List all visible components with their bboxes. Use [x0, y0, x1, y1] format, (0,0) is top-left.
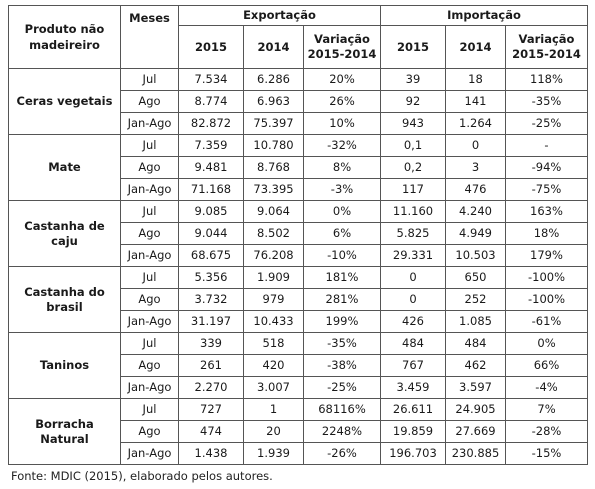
value-cell-expvar: 0% [304, 201, 381, 223]
value-cell-imp2014: 252 [446, 289, 506, 311]
value-cell-expvar: -38% [304, 355, 381, 377]
value-cell-exp2014: 20 [244, 421, 304, 443]
value-cell-exp2014: 10.433 [244, 311, 304, 333]
value-cell-impvar: -28% [506, 421, 588, 443]
value-cell-exp2015: 82.872 [179, 113, 244, 135]
value-cell-imp2015: 3.459 [381, 377, 446, 399]
value-cell-exp2014: 1.909 [244, 267, 304, 289]
value-cell-expvar: 68116% [304, 399, 381, 421]
value-cell-exp2014: 9.064 [244, 201, 304, 223]
month-cell: Jul [121, 333, 179, 355]
value-cell-imp2014: 10.503 [446, 245, 506, 267]
header-import-group: Importação [381, 6, 588, 26]
value-cell-imp2015: 19.859 [381, 421, 446, 443]
header-export-2014: 2014 [244, 26, 304, 69]
value-cell-expvar: -10% [304, 245, 381, 267]
value-cell-imp2014: 462 [446, 355, 506, 377]
value-cell-imp2014: 27.669 [446, 421, 506, 443]
value-cell-exp2015: 7.359 [179, 135, 244, 157]
value-cell-exp2015: 9.044 [179, 223, 244, 245]
value-cell-exp2015: 7.534 [179, 69, 244, 91]
value-cell-exp2014: 1.939 [244, 443, 304, 465]
value-cell-impvar: -4% [506, 377, 588, 399]
value-cell-impvar: 66% [506, 355, 588, 377]
value-cell-expvar: -3% [304, 179, 381, 201]
value-cell-impvar: -35% [506, 91, 588, 113]
product-name-cell: Taninos [9, 333, 121, 399]
value-cell-imp2014: 650 [446, 267, 506, 289]
value-cell-impvar: 18% [506, 223, 588, 245]
month-cell: Jul [121, 135, 179, 157]
value-cell-exp2015: 727 [179, 399, 244, 421]
value-cell-exp2014: 6.286 [244, 69, 304, 91]
value-cell-imp2014: 484 [446, 333, 506, 355]
value-cell-imp2014: 4.949 [446, 223, 506, 245]
value-cell-exp2015: 68.675 [179, 245, 244, 267]
product-name-cell: Ceras vegetais [9, 69, 121, 135]
product-name-cell: Castanha do brasil [9, 267, 121, 333]
value-cell-imp2014: 3.597 [446, 377, 506, 399]
month-cell: Jul [121, 69, 179, 91]
value-cell-imp2015: 11.160 [381, 201, 446, 223]
value-cell-expvar: -32% [304, 135, 381, 157]
header-export-variation: Variação 2015-2014 [304, 26, 381, 69]
table-row [9, 333, 588, 355]
header-row-groups [9, 6, 588, 26]
value-cell-imp2015: 39 [381, 69, 446, 91]
month-cell: Ago [121, 355, 179, 377]
value-cell-exp2014: 75.397 [244, 113, 304, 135]
value-cell-expvar: -25% [304, 377, 381, 399]
value-cell-expvar: -26% [304, 443, 381, 465]
value-cell-exp2014: 10.780 [244, 135, 304, 157]
value-cell-imp2015: 767 [381, 355, 446, 377]
product-name-cell: Borracha Natural [9, 399, 121, 465]
month-cell: Ago [121, 157, 179, 179]
value-cell-imp2014: 476 [446, 179, 506, 201]
value-cell-imp2015: 943 [381, 113, 446, 135]
value-cell-expvar: 199% [304, 311, 381, 333]
table-body [9, 69, 588, 465]
value-cell-imp2015: 196.703 [381, 443, 446, 465]
table-row [9, 201, 588, 223]
month-cell: Jul [121, 267, 179, 289]
value-cell-exp2014: 979 [244, 289, 304, 311]
value-cell-imp2015: 29.331 [381, 245, 446, 267]
value-cell-exp2015: 3.732 [179, 289, 244, 311]
value-cell-exp2015: 71.168 [179, 179, 244, 201]
header-month: Meses [121, 6, 179, 69]
value-cell-impvar: 163% [506, 201, 588, 223]
value-cell-impvar: -25% [506, 113, 588, 135]
value-cell-imp2014: 18 [446, 69, 506, 91]
value-cell-exp2014: 3.007 [244, 377, 304, 399]
month-cell: Jan-Ago [121, 245, 179, 267]
value-cell-imp2014: 0 [446, 135, 506, 157]
value-cell-impvar: 0% [506, 333, 588, 355]
value-cell-expvar: 2248% [304, 421, 381, 443]
value-cell-exp2015: 9.481 [179, 157, 244, 179]
value-cell-imp2014: 3 [446, 157, 506, 179]
value-cell-exp2014: 8.768 [244, 157, 304, 179]
product-name-cell: Mate [9, 135, 121, 201]
value-cell-impvar: -100% [506, 289, 588, 311]
table-row [9, 399, 588, 421]
value-cell-impvar: -61% [506, 311, 588, 333]
header-import-2014: 2014 [446, 26, 506, 69]
table-row [9, 135, 588, 157]
product-name-cell: Castanha de caju [9, 201, 121, 267]
value-cell-imp2014: 230.885 [446, 443, 506, 465]
value-cell-imp2015: 0,1 [381, 135, 446, 157]
value-cell-impvar: -75% [506, 179, 588, 201]
value-cell-exp2015: 261 [179, 355, 244, 377]
month-cell: Jul [121, 201, 179, 223]
value-cell-exp2015: 31.197 [179, 311, 244, 333]
month-cell: Jan-Ago [121, 113, 179, 135]
value-cell-expvar: 281% [304, 289, 381, 311]
month-cell: Jan-Ago [121, 377, 179, 399]
value-cell-impvar: 179% [506, 245, 588, 267]
value-cell-exp2015: 5.356 [179, 267, 244, 289]
value-cell-exp2015: 8.774 [179, 91, 244, 113]
value-cell-impvar: -94% [506, 157, 588, 179]
value-cell-exp2014: 518 [244, 333, 304, 355]
value-cell-exp2014: 8.502 [244, 223, 304, 245]
header-import-variation: Variação 2015-2014 [506, 26, 588, 69]
value-cell-expvar: 181% [304, 267, 381, 289]
value-cell-impvar: 118% [506, 69, 588, 91]
header-export-2015: 2015 [179, 26, 244, 69]
value-cell-exp2015: 2.270 [179, 377, 244, 399]
value-cell-expvar: 20% [304, 69, 381, 91]
header-export-group: Exportação [179, 6, 381, 26]
value-cell-expvar: -35% [304, 333, 381, 355]
value-cell-exp2014: 1 [244, 399, 304, 421]
header-import-2015: 2015 [381, 26, 446, 69]
value-cell-imp2015: 117 [381, 179, 446, 201]
month-cell: Jul [121, 399, 179, 421]
value-cell-imp2014: 141 [446, 91, 506, 113]
month-cell: Ago [121, 91, 179, 113]
value-cell-imp2014: 1.085 [446, 311, 506, 333]
value-cell-imp2015: 0 [381, 289, 446, 311]
source-note: Fonte: MDIC (2015), elaborado pelos autores. [11, 469, 273, 483]
value-cell-imp2015: 0 [381, 267, 446, 289]
value-cell-imp2015: 426 [381, 311, 446, 333]
value-cell-imp2015: 26.611 [381, 399, 446, 421]
month-cell: Ago [121, 223, 179, 245]
value-cell-imp2015: 92 [381, 91, 446, 113]
month-cell: Jan-Ago [121, 179, 179, 201]
value-cell-imp2015: 5.825 [381, 223, 446, 245]
value-cell-impvar: -15% [506, 443, 588, 465]
value-cell-imp2015: 484 [381, 333, 446, 355]
month-cell: Jan-Ago [121, 311, 179, 333]
value-cell-expvar: 26% [304, 91, 381, 113]
value-cell-impvar: -100% [506, 267, 588, 289]
value-cell-exp2014: 73.395 [244, 179, 304, 201]
header-product: Produto não madeireiro [9, 6, 121, 69]
value-cell-expvar: 6% [304, 223, 381, 245]
value-cell-impvar: - [506, 135, 588, 157]
value-cell-exp2014: 6.963 [244, 91, 304, 113]
month-cell: Jan-Ago [121, 443, 179, 465]
value-cell-exp2015: 1.438 [179, 443, 244, 465]
value-cell-exp2015: 339 [179, 333, 244, 355]
value-cell-expvar: 8% [304, 157, 381, 179]
value-cell-exp2014: 420 [244, 355, 304, 377]
value-cell-exp2014: 76.208 [244, 245, 304, 267]
table-row [9, 267, 588, 289]
value-cell-imp2014: 1.264 [446, 113, 506, 135]
value-cell-imp2014: 4.240 [446, 201, 506, 223]
table-row [9, 69, 588, 91]
value-cell-impvar: 7% [506, 399, 588, 421]
value-cell-exp2015: 9.085 [179, 201, 244, 223]
value-cell-expvar: 10% [304, 113, 381, 135]
table-container [8, 5, 587, 483]
trade-table [8, 5, 588, 465]
month-cell: Ago [121, 421, 179, 443]
value-cell-imp2015: 0,2 [381, 157, 446, 179]
value-cell-imp2014: 24.905 [446, 399, 506, 421]
value-cell-exp2015: 474 [179, 421, 244, 443]
month-cell: Ago [121, 289, 179, 311]
